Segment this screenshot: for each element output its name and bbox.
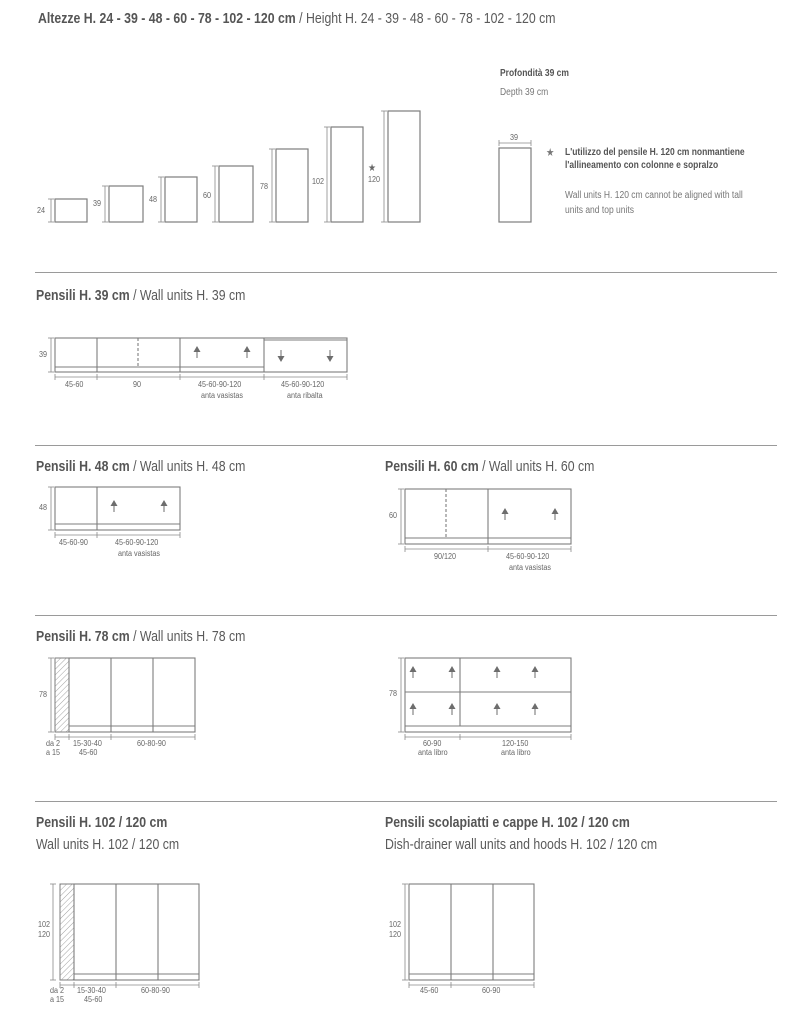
s60-height: 60 xyxy=(389,511,398,520)
s39-width-3: 45-60-90-120 xyxy=(198,380,242,389)
height-label-60: 60 xyxy=(203,191,212,200)
section-title-60: Pensili H. 60 cm / Wall units H. 60 cm xyxy=(385,458,595,475)
s78-width-1a: 15-30-40 xyxy=(73,739,102,748)
s78b-width-2-sub: anta libro xyxy=(501,748,531,757)
note-it-line2: l'allineamento con colonne e sopralzo xyxy=(565,160,719,171)
page-title: Altezze H. 24 - 39 - 48 - 60 - 78 - 102 - 120 cm / Height H. 24 - 39 - 48 - 60 - 78 - 102 - 120 cm xyxy=(38,10,556,27)
note-en-line1: Wall units H. 120 cm cannot be aligned with tall xyxy=(565,190,743,201)
height-label-39: 39 xyxy=(93,199,102,208)
s78-panel-min: da 2 xyxy=(46,739,61,748)
height-label-102: 102 xyxy=(312,177,325,186)
s48-width-2: 45-60-90-120 xyxy=(115,538,159,547)
s39-width-4-sub: anta ribalta xyxy=(287,391,323,400)
section-title-39: Pensili H. 39 cm / Wall units H. 39 cm xyxy=(36,287,246,304)
end-panel-hatch xyxy=(60,884,74,980)
s78-width-1b: 45-60 xyxy=(79,748,98,757)
s102-width-1a: 15-30-40 xyxy=(77,986,106,995)
s78b-width-2: 120-150 xyxy=(502,739,529,748)
section-title-102: Pensili H. 102 / 120 cm xyxy=(36,814,168,831)
s102b-width-1: 45-60 xyxy=(420,986,439,995)
s102b-height-2: 120 xyxy=(389,930,402,939)
s78b-width-1-sub: anta libro xyxy=(418,748,448,757)
s78b-height: 78 xyxy=(389,689,398,698)
s48-width-1: 45-60-90 xyxy=(59,538,88,547)
s48-height: 48 xyxy=(39,503,48,512)
section-title-48: Pensili H. 48 cm / Wall units H. 48 cm xyxy=(36,458,246,475)
note-star-icon: ★ xyxy=(546,147,555,159)
note-it-line1: L'utilizzo del pensile H. 120 cm nonmantiene xyxy=(565,147,745,158)
s39-width-4: 45-60-90-120 xyxy=(281,380,325,389)
s102-panel-min: da 2 xyxy=(50,986,65,995)
s102-panel-max: a 15 xyxy=(50,995,65,1004)
height-label-48: 48 xyxy=(149,195,158,204)
s102-height-2: 120 xyxy=(38,930,51,939)
height-label-78: 78 xyxy=(260,182,269,191)
s39-width-2: 90 xyxy=(133,380,142,389)
s102b-height-1: 102 xyxy=(389,920,402,929)
section-title-102b: Pensili scolapiatti e cappe H. 102 / 120 cm xyxy=(385,814,630,831)
s60-width-2-sub: anta vasistas xyxy=(509,563,552,572)
s78-width-2: 60-80-90 xyxy=(137,739,166,748)
s102-width-1b: 45-60 xyxy=(84,995,103,1004)
s102b-width-2: 60-90 xyxy=(482,986,501,995)
s78b-width-1: 60-90 xyxy=(423,739,442,748)
s102-width-2: 60-80-90 xyxy=(141,986,170,995)
s78-panel-max: a 15 xyxy=(46,748,61,757)
height-label-120: 120 xyxy=(368,175,381,184)
s39-height: 39 xyxy=(39,350,48,359)
s39-width-1: 45-60 xyxy=(65,380,84,389)
s102-height-1: 102 xyxy=(38,920,51,929)
note-en-line2: units and top units xyxy=(565,205,634,216)
s60-width-1: 90/120 xyxy=(434,552,457,561)
s60-width-2: 45-60-90-120 xyxy=(506,552,550,561)
s39-width-3-sub: anta vasistas xyxy=(201,391,244,400)
depth-title-it: Profondità 39 cm xyxy=(500,68,569,79)
section-subtitle-102b: Dish-drainer wall units and hoods H. 102 / 120 cm xyxy=(385,836,658,853)
s78-height: 78 xyxy=(39,690,48,699)
depth-value: 39 xyxy=(510,133,519,142)
depth-title-en: Depth 39 cm xyxy=(500,87,549,98)
height-label-24: 24 xyxy=(37,206,46,215)
section-subtitle-102: Wall units H. 102 / 120 cm xyxy=(36,836,180,853)
star-icon: ★ xyxy=(368,163,377,174)
section-title-78: Pensili H. 78 cm / Wall units H. 78 cm xyxy=(36,628,246,645)
s48-width-2-sub: anta vasistas xyxy=(118,549,161,558)
